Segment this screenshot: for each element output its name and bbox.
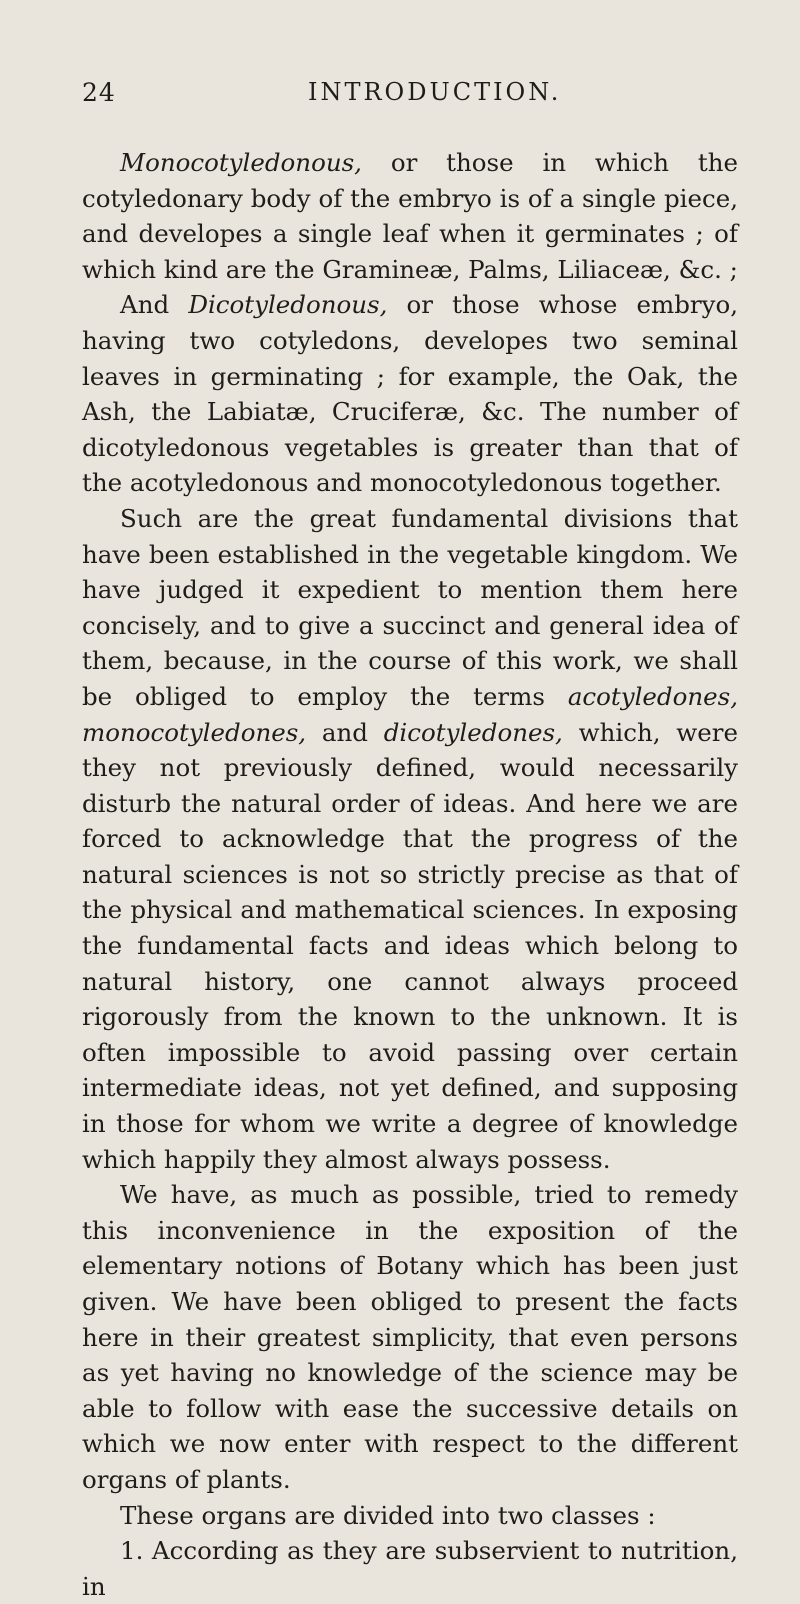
paragraph-monocotyledonous: Monocotyledonous, or those in which the cotyledonary body of the embryo is of a single piece, and developes a single leaf when it germinates ; of which kind are the Gramineæ, Palms, Liliaceæ, &c. ; (82, 148, 738, 284)
term-dicotyledonous: Dicotyledonous, (188, 290, 388, 320)
page-number: 24 (82, 78, 116, 107)
paragraph-organs-classes: These organs are divided into two classes : (120, 1500, 656, 1530)
body-text (82, 145, 738, 1604)
page-header-title: INTRODUCTION. (308, 78, 562, 106)
term-dicotyledones: dicotyledones, (383, 717, 563, 747)
paragraph-dicotyledonous: And Dicotyledonous, or those whose embryo, having two cotyledons, developes two seminal leaves in germinating ; for example, the Oak, the Ash, the Labiatæ, Cruciferæ, &c. The number of dicotyledonous vegetables is greater than that of the acotyledonous and monocotyledonous together. (82, 290, 738, 498)
running-head (82, 78, 738, 114)
paragraph-nutrition: 1. According as they are subservient to nutrition, in (82, 1536, 738, 1601)
terms-aco-mono: acotyledones, monocotyledones, (82, 681, 738, 747)
paragraph-fundamental-divisions: Such are the great fundamental divisions that have been established in the vegetable kingdom. We have judged it expedient to mention them here concisely, and to give a succinct and general idea of them, because, in the course of this work, we shall be obliged to employ the terms acotyledones, monocotyledones, and dicotyledones, which, were they not previously defined, would necessarily disturb the natural order of ideas. And here we are forced to acknowledge that the progress of the natural sciences is not so strictly precise as that of the physical and mathematical sciences. In exposing the fundamental facts and ideas which belong to natural history, one cannot always proceed rigorously from the known to the unknown. It is often impossible to avoid passing over certain intermediate ideas, not yet defined, and supposing in those for whom we write a degree of knowledge which happily they almost always possess. (82, 503, 738, 1174)
term-monocotyledonous: Monocotyledonous, (120, 148, 362, 177)
paragraph-remedy: We have, as much as possible, tried to remedy this inconvenience in the exposition of the elementary notions of Botany which has been just given. We have been obliged to present the facts here in their greatest simplicity, that even persons as yet having no knowledge of the science may be able to follow with ease the successive details on which we now enter with respect to the different organs of plants. (82, 1180, 738, 1494)
